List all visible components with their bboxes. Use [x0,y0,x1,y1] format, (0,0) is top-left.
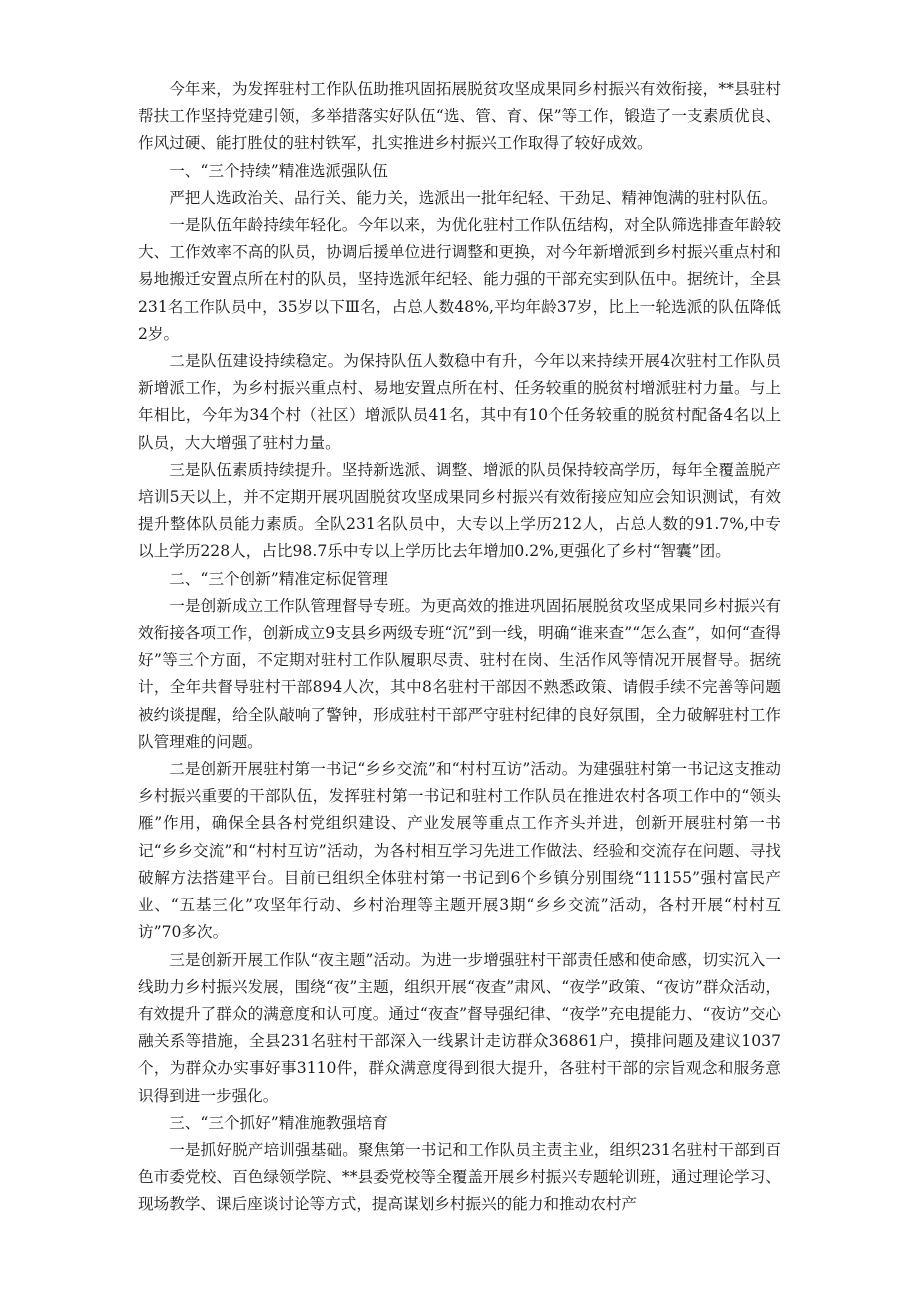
paragraph: 一是创新成立工作队管理督导专班。为更高效的推进巩固拓展脱贫攻坚成果同乡村振兴有效衔接各项工作，创新成立9支县乡两级专班“沉”到一线，明确“谁来查”“怎么查”，如何“查得好”等三个方面，不定期对驻村工作队履职尽责、驻村在岗、生活作风等情况开展督导。据统计，全年共督导驻村干部894人次，其中8名驻村干部因不熟悉政策、请假手续不完善等问题被约谈提醒，给全队敲响了警钟，形成驻村干部严守驻村纪律的良好氛围，全力破解驻村工作队管理难的问题。 [138,596,781,751]
intro-paragraph: 今年来，为发挥驻村工作队伍助推巩固拓展脱贫攻坚成果同乡村振兴有效衔接，**县驻村帮扶工作坚持党建引领，多举措落实好队伍“选、管、育、保”等工作，锻造了一支素质优良、作风过硬、能打胜仗的驻村铁军，扎实推进乡村振兴工作取得了较好成效。 [138,80,781,153]
paragraph: 一是队伍年龄持续年轻化。今年以来，为优化驻村工作队伍结构，对全队筛选排查年龄较大、工作效率不高的队员，协调后援单位进行调整和更换，对今年新增派到乡村振兴重点村和易地搬迁安置点所在村的队员，坚持选派年纪轻、能力强的干部充实到队伍中。据统计，全县231名工作队员中，35岁以下Ⅲ名，占总人数48%,平均年龄37岁，比上一轮选派的队伍降低2岁。 [138,216,781,343]
paragraph: 二是创新开展驻村第一书记“乡乡交流”和“村村互访”活动。为建强驻村第一书记这支推动乡村振兴重要的干部队伍，发挥驻村第一书记和驻村工作队员在推进农村各项工作中的“领头雁”作用，确保全县各村党组织建设、产业发展等重点工作齐头并进，创新开展驻村第一书记“乡乡交流”和“村村互访”活动，为各村相互学习先进工作做法、经验和交流存在问题、寻找破解方法搭建平台。目前已组织全体驻村第一书记到6个乡镇分别围绕“11155”强村富民产业、“五基三化”攻坚年行动、乡村治理等主题开展3期“乡乡交流”活动，各村开展“村村互访”70多次。 [138,760,781,942]
paragraph: 严把人选政治关、品行关、能力关，选派出一批年纪轻、干劲足、精神饱满的驻村队伍。 [169,188,778,207]
paragraph: 二是队伍建设持续稳定。为保持队伍人数稳中有升，今年以来持续开展4次驻村工作队员新增派工作，为乡村振兴重点村、易地安置点所在村、任务较重的脱贫村增派驻村力量。与上年相比，今年为34个村（社区）增派队员41名，其中有10个任务较重的脱贫村配备4名以上队员，大大增强了驻村力量。 [138,352,781,452]
section-heading-1: 一、“三个持续”精准选派强队伍 [169,161,388,180]
paragraph: 一是抓好脱产培训强基础。聚焦第一书记和工作队员主责主业，组织231名驻村干部到百色市委党校、百色绿领学院、**县委党校等全覆盖开展乡村振兴专题轮训班，通过理论学习、现场教学、课后座谈讨论等方式，提高谋划乡村振兴的能力和推动农村产 [138,1140,781,1214]
document-body [138,76,781,1219]
paragraph: 三是创新开展工作队“夜主题”活动。为进一步增强驻村干部责任感和使命感，切实沉入一线助力乡村振兴发展，围绕“夜”主题，组织开展“夜查”肃风、“夜学”政策、“夜访”群众活动，有效提升了群众的满意度和认可度。通过“夜查”督导强纪律、“夜学”充电提能力、“夜访”交心融关系等措施，全县231名驻村干部深入一线累计走访群众36861户，摸排问题及建议1037个，为群众办实事好事3110件，群众满意度得到很大提升，各驻村干部的宗旨观念和服务意识得到进一步强化。 [138,950,781,1105]
section-heading-2: 二、“三个创新”精准定标促管理 [169,569,388,588]
section-heading-3: 三、“三个抓好”精准施教强培育 [169,1113,388,1132]
paragraph: 三是队伍素质持续提升。坚持新选派、调整、增派的队员保持较高学历，每年全覆盖脱产培训5天以上，并不定期开展巩固脱贫攻坚成果同乡村振兴有效衔接应知应会知识测试，有效提升整体队员能力素质。全队231名队员中，大专以上学历212人，占总人数的91.7%,中专以上学历228人，占比98.7乐中专以上学历比去年增加0.2%,更强化了乡村“智囊”团。 [138,460,781,561]
